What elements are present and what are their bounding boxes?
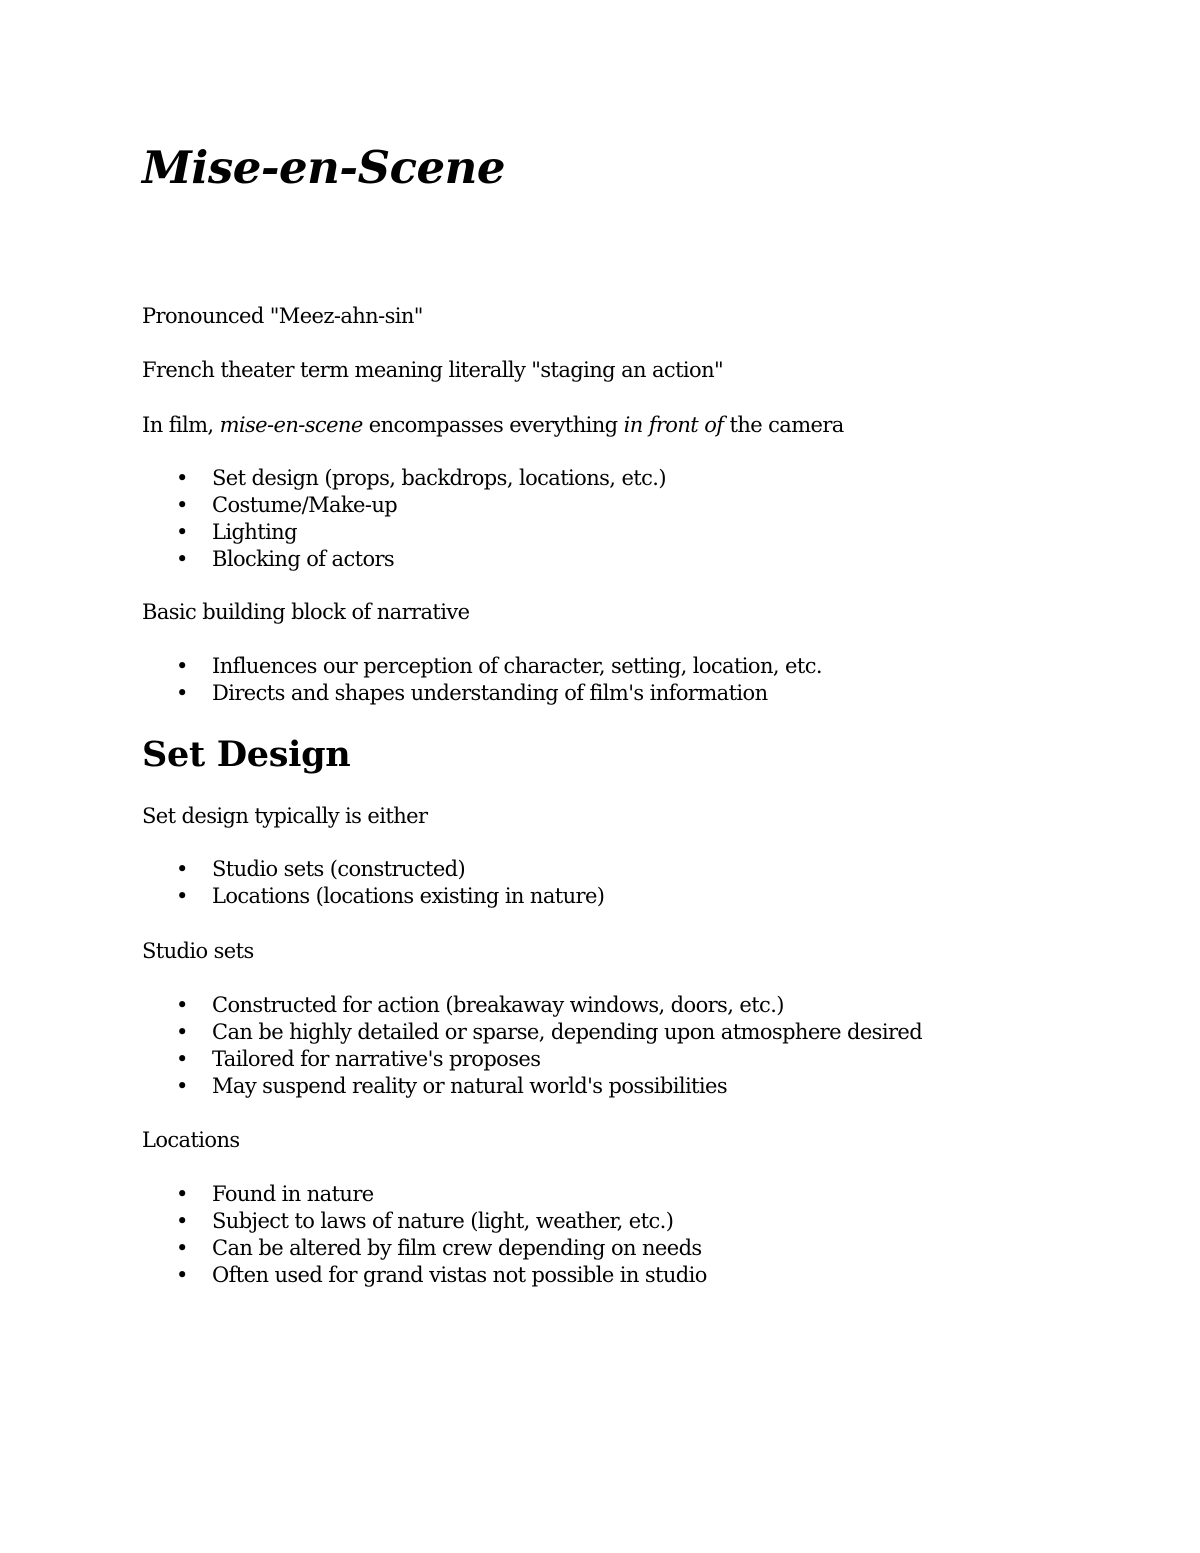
- list-item-text: Can be highly detailed or sparse, depending upon atmosphere desired: [212, 1020, 923, 1044]
- bullet-icon: •: [176, 1074, 188, 1098]
- list-item-text: Found in nature: [212, 1182, 374, 1206]
- pronunciation-paragraph: Pronounced "Meez-ahn-sin": [142, 304, 423, 328]
- list-item-text: Directs and shapes understanding of film's information: [212, 681, 768, 705]
- studio-sets-list: [142, 992, 922, 1100]
- basic-list: [142, 653, 822, 707]
- bullet-icon: •: [176, 654, 188, 678]
- in-film-suffix: the camera: [723, 413, 844, 437]
- bullet-icon: •: [176, 1020, 188, 1044]
- in-film-prefix: In film,: [142, 413, 220, 437]
- bullet-icon: •: [176, 547, 188, 571]
- definition-paragraph: French theater term meaning literally "staging an action": [142, 358, 724, 382]
- list-item-text: Influences our perception of character, setting, location, etc.: [212, 654, 822, 678]
- bullet-icon: •: [176, 1236, 188, 1260]
- list-item-text: Blocking of actors: [212, 547, 395, 571]
- list-item: [142, 465, 666, 492]
- in-film-emphasis: in front of: [623, 413, 724, 437]
- list-item: [142, 992, 922, 1019]
- bullet-icon: •: [176, 1209, 188, 1233]
- set-design-list: [142, 856, 604, 910]
- list-item: [142, 1208, 707, 1235]
- list-item-text: Locations (locations existing in nature): [212, 884, 605, 908]
- list-item: [142, 1262, 707, 1289]
- bullet-icon: •: [176, 857, 188, 881]
- bullet-icon: •: [176, 884, 188, 908]
- list-item: [142, 1181, 707, 1208]
- set-design-intro: Set design typically is either: [142, 804, 428, 828]
- list-item-text: Lighting: [212, 520, 297, 544]
- list-item: [142, 1046, 922, 1073]
- locations-list: [142, 1181, 707, 1289]
- list-item-text: Can be altered by film crew depending on needs: [212, 1236, 702, 1260]
- bullet-icon: •: [176, 466, 188, 490]
- list-item: [142, 1019, 922, 1046]
- studio-sets-label: Studio sets: [142, 939, 254, 963]
- list-item-text: Often used for grand vistas not possible in studio: [212, 1263, 707, 1287]
- list-item: [142, 546, 666, 573]
- bullet-icon: •: [176, 520, 188, 544]
- bullet-icon: •: [176, 1182, 188, 1206]
- list-item-text: Constructed for action (breakaway windows, doors, etc.): [212, 993, 784, 1017]
- bullet-icon: •: [176, 1263, 188, 1287]
- bullet-icon: •: [176, 993, 188, 1017]
- list-item: [142, 492, 666, 519]
- in-film-list: [142, 465, 666, 573]
- list-item-text: Tailored for narrative's proposes: [212, 1047, 541, 1071]
- list-item-text: May suspend reality or natural world's possibilities: [212, 1074, 728, 1098]
- basic-building-block-paragraph: Basic building block of narrative: [142, 600, 470, 624]
- set-design-heading: Set Design: [142, 734, 351, 775]
- bullet-icon: •: [176, 1047, 188, 1071]
- page-title: Mise-en-Scene: [142, 141, 505, 194]
- list-item-text: Studio sets (constructed): [212, 857, 466, 881]
- in-film-term: mise-en-scene: [219, 413, 363, 437]
- bullet-icon: •: [176, 681, 188, 705]
- bullet-icon: •: [176, 493, 188, 517]
- list-item-text: Set design (props, backdrops, locations, etc.): [212, 466, 666, 490]
- list-item: [142, 883, 604, 910]
- list-item: [142, 856, 604, 883]
- locations-label: Locations: [142, 1128, 240, 1152]
- list-item-text: Subject to laws of nature (light, weather, etc.): [212, 1209, 674, 1233]
- list-item: [142, 1235, 707, 1262]
- list-item: [142, 653, 822, 680]
- list-item-text: Costume/Make-up: [212, 493, 398, 517]
- in-film-middle: encompasses everything: [362, 413, 624, 437]
- in-film-paragraph: [142, 412, 844, 439]
- list-item: [142, 680, 822, 707]
- list-item: [142, 519, 666, 546]
- list-item: [142, 1073, 922, 1100]
